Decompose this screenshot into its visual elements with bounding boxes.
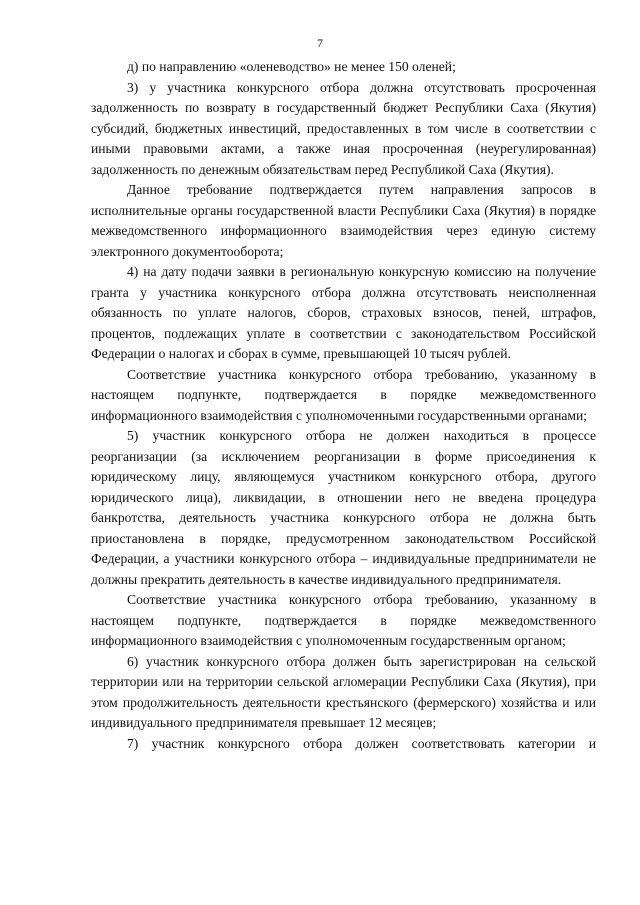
paragraph-requirement-confirmation: Данное требование подтверждается путем направления запросов в исполнительные органы государственной власти Республики Саха (Якутия) в порядке межведомственного информационного взаимодействия через единую систему электронного документооборота; [91, 182, 596, 259]
document-body [91, 57, 596, 754]
paragraph-compliance-note-1: Соответствие участника конкурсного отбора требованию, указанному в настоящем подпункте, подтверждается в порядке межведомственного информационного взаимодействия с уполномоченными государственными органами; [91, 366, 596, 423]
paragraph-compliance-note-2: Соответствие участника конкурсного отбора требованию, указанному в настоящем подпункте, подтверждается в порядке межведомственного информационного взаимодействия с уполномоченным государственным органом; [91, 592, 596, 648]
paragraph-item-7: 7) участник конкурсного отбора должен соответствовать категории и [127, 735, 596, 751]
paragraph-item-3: 3) у участника конкурсного отбора должна отсутствовать просроченная задолженность по возврату в государственный бюджет Республики Саха (Якутия) субсидий, бюджетных инвестиций, предоставленных в том числе в соответствии с иными правовыми актами, а также иная просроченная (неурегулированная) задолженность по денежным обязательствам перед Республикой Саха (Якутия). [91, 79, 596, 177]
paragraph-item-d: д) по направлению «оленеводство» не менее 150 оленей; [127, 59, 456, 74]
page-number: 7 [317, 36, 323, 50]
paragraph-item-6: 6) участник конкурсного отбора должен быть зарегистрирован на сельской территории или на территории сельской агломерации Республики Саха (Якутия), при этом продолжительность деятельности крестьянского (фермерского) хозяйства и или индивидуального предпринимателя превышает 12 месяцев; [91, 653, 596, 730]
paragraph-item-4: 4) на дату подачи заявки в региональную конкурсную комиссию на получение гранта у участника конкурсного отбора должна отсутствовать неисполненная обязанность по уплате налогов, сборов, страховых взносов, пеней, штрафов, процентов, подлежащих уплате в соответствии с законодательством Российской Федерации о налогах и сборах в сумме, превышающей 10 тысяч рублей. [91, 264, 596, 361]
paragraph-item-5: 5) участник конкурсного отбора не должен находиться в процессе реорганизации (за исключением реорганизации в форме присоединения к юридическому лицу, являющемуся участником конкурсного отбора, другого юридического лица), ликвидации, в отношении него не введена процедура банкротства, деятельность участника конкурсного отбора не должна быть приостановлена в порядке, предусмотренном законодательством Российской Федерации, а участники конкурсного отбора – индивидуальные предприниматели не должны прекратить деятельность в качестве индивидуального предпринимателя. [91, 428, 596, 587]
